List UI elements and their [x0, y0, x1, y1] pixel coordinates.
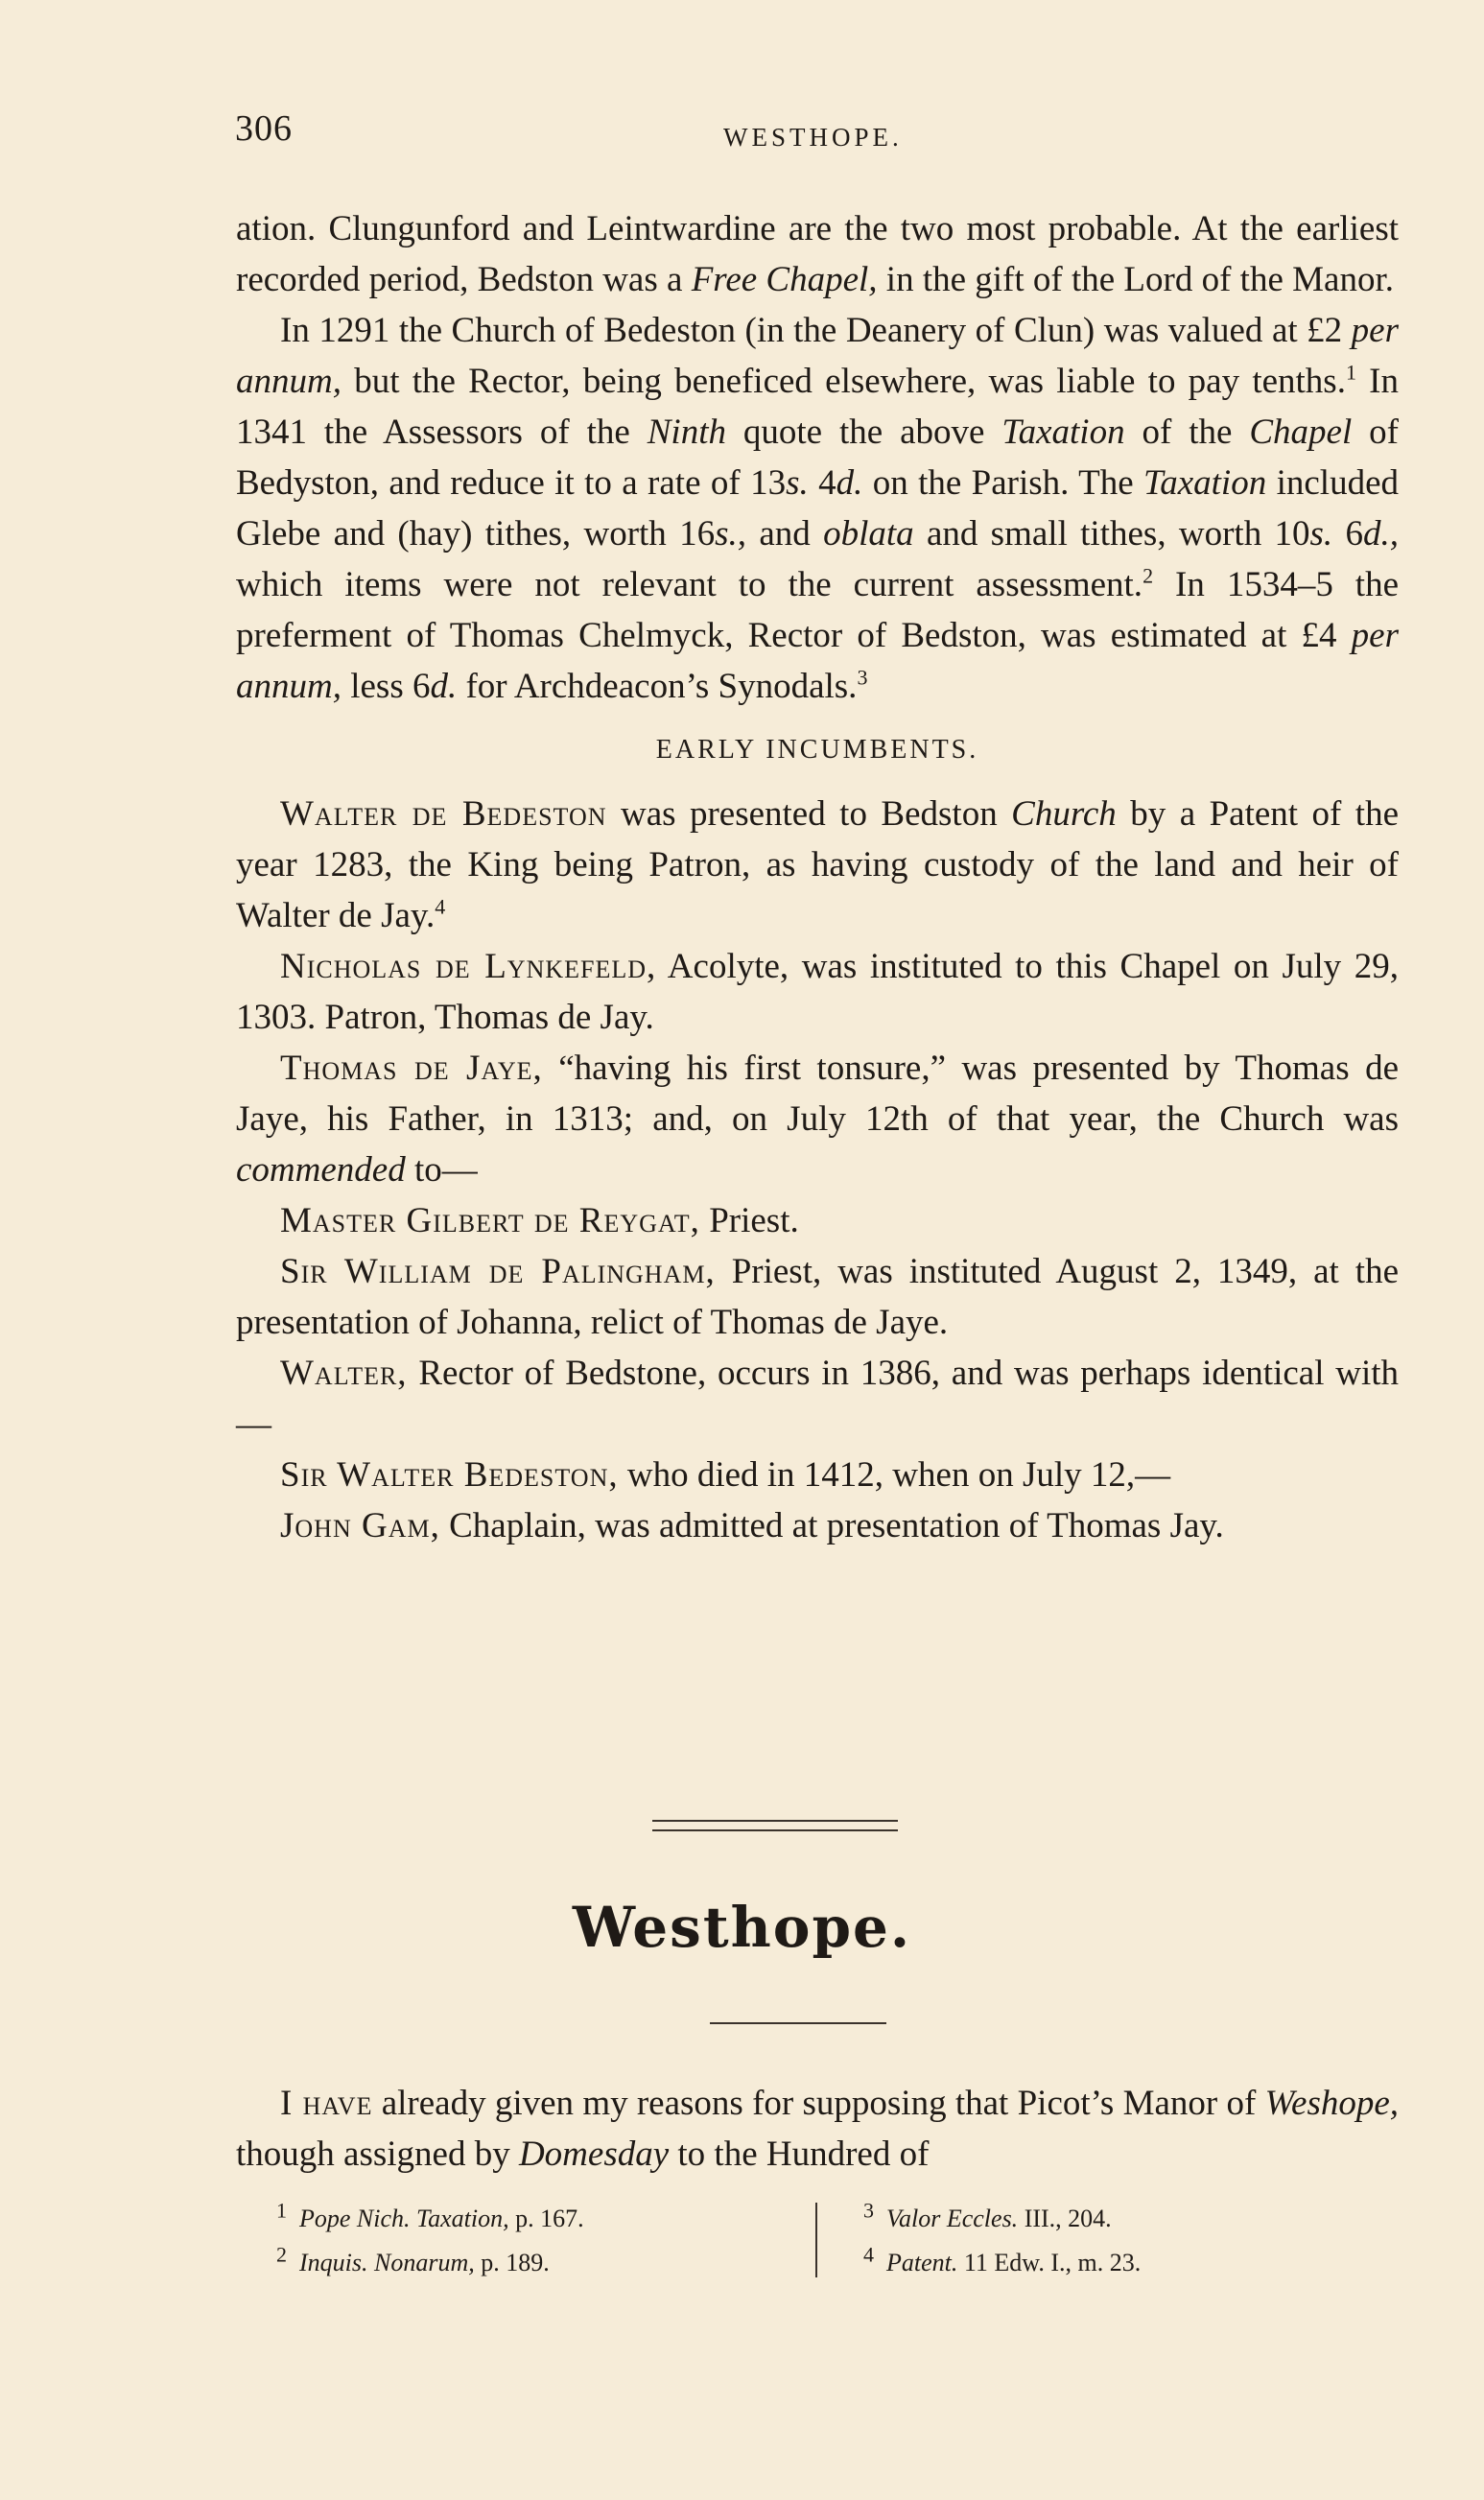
footnote-ref: 2 — [1142, 563, 1154, 588]
main-text — [236, 203, 1399, 1551]
paragraph: I have already given my reasons for supposing that Picot’s Manor of Weshope, though assigned by Domesday to the Hundred of — [236, 2084, 1400, 2174]
footnote: $^2$ Inquis. Nonarum, p. 189. — [276, 2242, 550, 2276]
section-heading: EARLY INCUMBENTS. — [655, 735, 979, 765]
section-title: Westhope. — [572, 1895, 912, 1960]
incumbent-entry: Sir William de Palingham, Priest, was instituted August 2, 1349, at the presentation of Johanna, relict of Thomas de Jaye. — [236, 1252, 1399, 1342]
footnote: $^1$ Pope Nich. Taxation, p. 167. — [276, 2198, 584, 2232]
page-number: 306 — [235, 108, 293, 149]
footnote-ref: 4 — [435, 894, 446, 919]
paragraph: ation. Clungunford and Leintwardine are the two most probable. At the earliest recorded period, Bedston was a Free Chapel, in the gift of the Lord of the Manor. — [236, 209, 1399, 299]
incumbent-entry: Master Gilbert de Reygat, Priest. — [280, 1201, 799, 1240]
paragraph: In 1291 the Church of Bedeston (in the Deanery of Clun) was valued at £2 per annum, but the Rector, being beneficed elsewhere, was liable to pay tenths.$^1$ In 1341 the Assessors of the Ninth quote the above Taxation of the Chapel of Bedyston, and reduce it to a rate of 13s. 4d. on the Parish. The Taxation included Glebe and (hay) tithes, worth 16s., and oblata and small tithes, worth 10s. 6d., which items were not relevant to the current assessment.$^2$ In 1534–5 the preferment of Thomas Chelmyck, Rector of Bedston, was estimated at £4 per annum, less 6d. for Archdeacon’s Synodals.$^3$ — [236, 311, 1399, 706]
footnote-ref: 1 — [1345, 360, 1356, 385]
running-title: WESTHOPE. — [723, 123, 903, 152]
incumbent-entry: Walter de Bedeston was presented to Bedston Church by a Patent of the year 1283, the King being Patron, as having custody of the land and heir of Walter de Jay.$^4$ — [236, 794, 1399, 935]
title-underline — [710, 2022, 886, 2024]
incumbent-entry: Thomas de Jaye, “having his first tonsure,” was presented by Thomas de Jaye, his Father, in 1313; and, on July 12th of that year, the Church was commended to— — [236, 1049, 1399, 1190]
incumbent-entry: Nicholas de Lynkefeld, Acolyte, was instituted to this Chapel on July 29, 1303. Patron, Thomas de Jay. — [236, 947, 1399, 1037]
footnote: $^4$ Patent. 11 Edw. I., m. 23. — [863, 2242, 1142, 2276]
incumbent-entry: Walter, Rector of Bedstone, occurs in 1386, and was perhaps identical with— — [236, 1354, 1399, 1444]
footnotes-right — [863, 2197, 1381, 2285]
section-intro — [236, 2078, 1399, 2180]
footnote-ref: 3 — [857, 665, 868, 690]
footnote-column-divider — [815, 2203, 817, 2277]
footnotes-left — [276, 2197, 794, 2285]
double-rule-divider — [652, 1820, 898, 1831]
incumbent-entry: Sir Walter Bedeston, who died in 1412, when on July 12,— — [280, 1455, 1171, 1495]
incumbent-entry: John Gam, Chaplain, was admitted at presentation of Thomas Jay. — [280, 1506, 1224, 1545]
footnote: $^3$ Valor Eccles. III., 204. — [863, 2198, 1112, 2232]
